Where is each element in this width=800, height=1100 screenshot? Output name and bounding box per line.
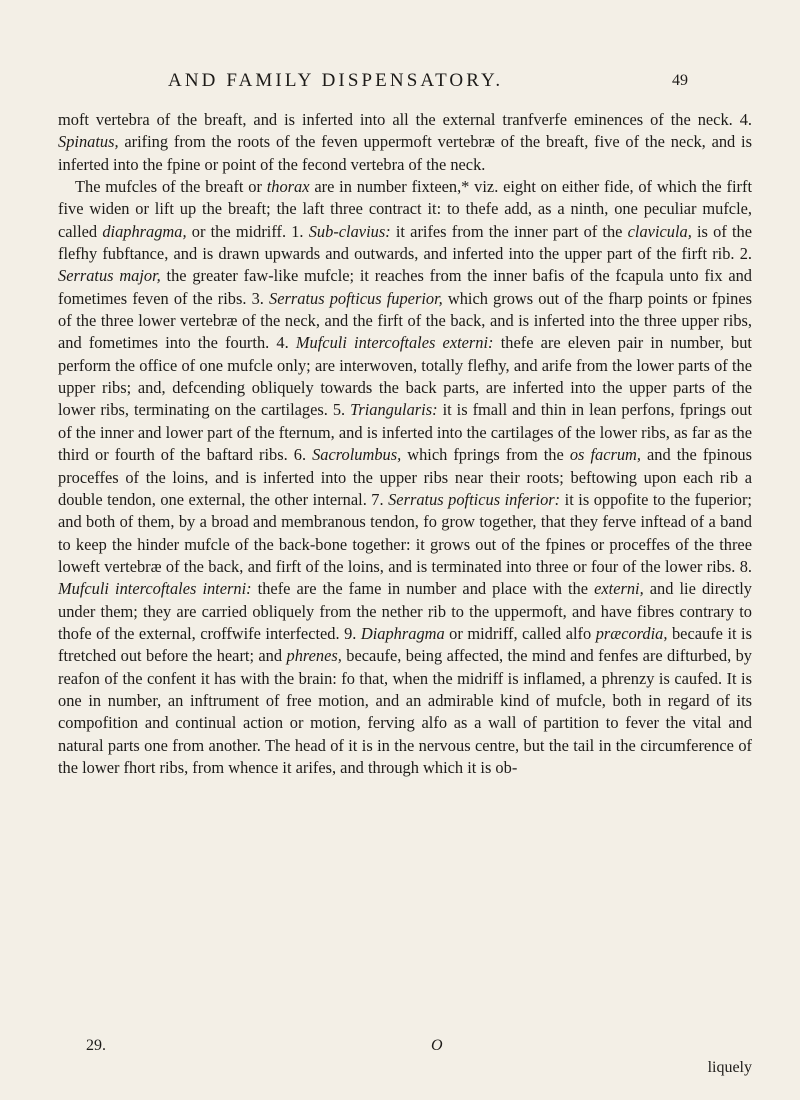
text-run: the greater faw-like mufcle; it reaches from the inner bafis of the fcapula unto fix and fometimes feven of the ribs. 3. [58,266,753,308]
italic-term: phrenes, [286,646,342,666]
page-footer [58,1037,752,1081]
italic-term: Mufculi intercoftales interni: [58,579,252,599]
italic-term: clavicula, [627,221,692,241]
text-run: it is fmall and thin in lean perfons, fprings out of the inner and lower part of the fternum, and is inferted into the cartilages of the lower ribs, as far as the third or fourth of the baftard ribs. 6. [58,400,753,465]
text-run: The mufcles of the breaft or [75,177,267,197]
italic-term: præcordia, [595,623,668,643]
italic-term: thorax [266,177,310,197]
paragraph [58,176,752,779]
italic-term: diaphragma, [102,221,187,241]
italic-term: Sub-clavius: [308,221,391,241]
text-run: arifing from the roots of the feven uppermoft vertebræ of the breaft, five of the neck, and is inferted into the fpine or point of the fecond vertebra of the neck. [58,132,752,174]
italic-term: Triangularis: [350,400,438,420]
text-run: and the fpinous proceffes of the loins, and is inferted into the upper ribs near their roots; beftowing upon each rib a double tendon, one external, the other internal. 7. [58,445,752,509]
text-run: or the midriff. 1. [186,221,309,241]
page-header [168,70,688,104]
text-run: moft vertebra of the breaft, and is inferted into all the external tranfverfe eminences of the neck. 4. [58,110,752,129]
text-run: and lie directly under them; they are carried obliquely from the nether rib to the uppermoft, and have fibres contrary to thofe of the external, croffwife interfected. 9. [58,579,753,643]
italic-term: Mufculi intercoftales externi: [295,333,494,353]
text-run: which grows out of the fharp points or fpines of the three lower vertebræ of the neck, and the firft of the back, and is inferted into the three upper ribs, and fometimes into the fourth. 4. [58,288,752,353]
running-title: AND FAMILY DISPENSATORY. [168,70,504,91]
text-run: thefe are eleven pair in number, but perform the office of one mufcle only; are interwoven, totally flefhy, and arife from the lower parts of the upper ribs; and, defcending obliquely towards the back parts, are inferted into the upper parts of the lower ribs, terminating on the cartilages. 5. [58,333,752,420]
text-run: or midriff, called alfo [444,623,596,643]
italic-term: Sacrolumbus, [312,445,402,465]
signature-letter: O [431,1037,443,1054]
italic-term: externi, [594,579,644,599]
italic-term: Spinatus, [58,132,119,152]
signature-mark: 29. [86,1037,106,1054]
italic-term: Serratus major, [58,266,161,286]
text-run: becaufe, being affected, the mind and fenfes are difturbed, by reafon of the confent it has with the brain: fo that, when the midriff is inflamed, a phrenzy is caufed. It is one in number, an inftrument of free motion, and an admirable kind of mufcle, both in regard of its compofition and continual action or motion, ferving alfo as a wall of partition to fever the vital and natural parts one from another. The head of it is in the nervous centre, but the tail in the circumference of the lower fhort ribs, from whence it arifes, and through which it is ob- [58,646,752,777]
text-run: which fprings from the [401,445,570,465]
text-run: it is oppofite to the fuperior; and both of them, by a broad and membranous tendon, fo grow together, that they ferve inftead of a band to keep the hinder mufcle of the back-bone together: it grows out of the fpines or proceffes of the three loweft vertebræ of the back, and firft of the loins, and is terminated into three or four of the lower ribs. 8. [58,489,752,576]
italic-term: Diaphragma [360,623,445,643]
catchword: liquely [707,1059,752,1076]
italic-term: Serratus pofticus fuperior, [269,288,443,308]
italic-term: os facrum, [569,445,641,465]
text-run: thefe are the fame in number and place with the [251,579,595,599]
text-run: is of the flefhy fubftance, and is drawn upwards and outwards, and inferted into the upper part of the firft rib. 2. [58,221,753,264]
body-text [58,109,752,779]
text-run: it arifes from the inner part of the [390,221,628,241]
text-run: becaufe it is ftretched out before the heart; and [58,623,752,666]
italic-term: Serratus pofticus inferior: [388,489,561,509]
paragraph [58,109,752,176]
page-number: 49 [672,72,688,89]
text-run: are in number fixteen,* viz. eight on either fide, of which the firft five widen or lift up the breaft; the laft three contract it: to thefe add, as a ninth, one peculiar mufcle, called [58,177,752,241]
